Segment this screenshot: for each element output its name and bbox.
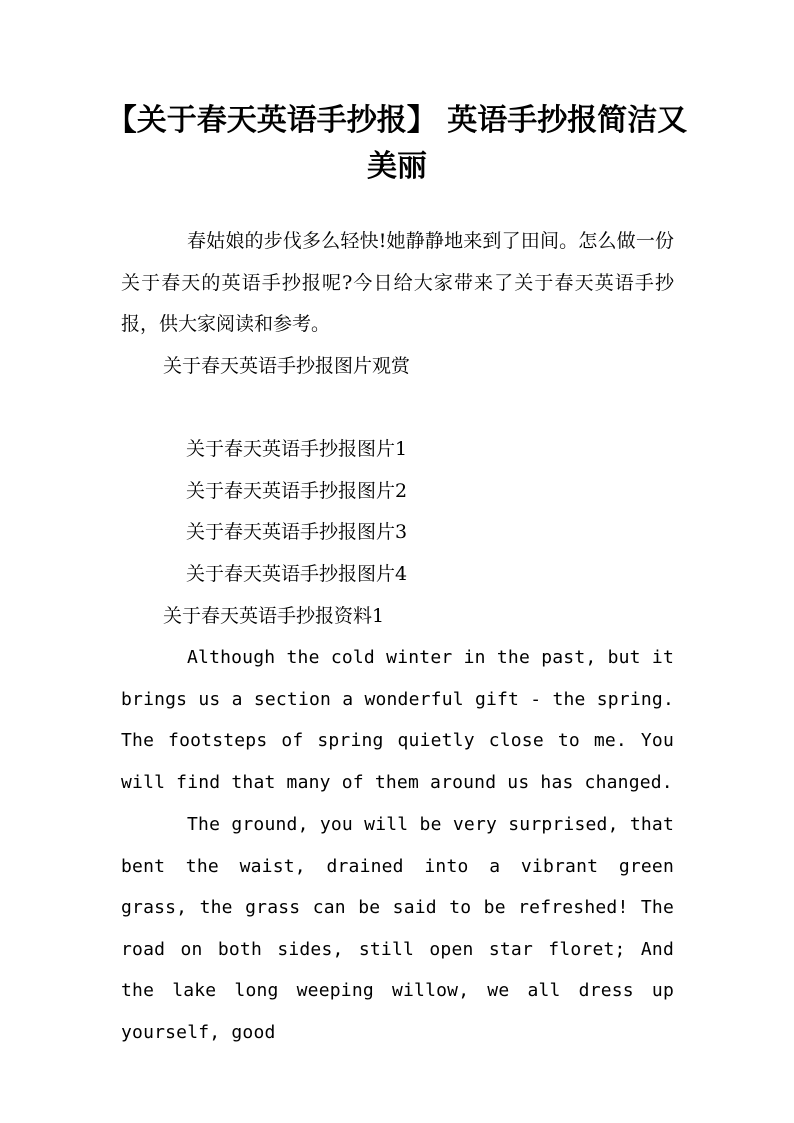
english-paragraph-2: The ground, you will be very surprised, that bent the waist, drained into a vibrant green grass, the grass can be said to be refreshed! The road on both sides, still open star floret; And the lake long weeping willow, we all dress up yourself, good [121, 814, 674, 1043]
gallery-heading: 关于春天英语手抄报图片观赏 [163, 355, 411, 377]
english-paragraph-1: Although the cold winter in the past, but it brings us a section a wonderful gift - the spring. The footsteps of spring quietly close to me. You will find that many of them around us has changed. [121, 647, 674, 793]
image-caption-1: 关于春天英语手抄报图片1 [186, 438, 408, 460]
material-heading: 关于春天英语手抄报资料1 [163, 605, 385, 627]
image-caption-4: 关于春天英语手抄报图片4 [186, 563, 408, 585]
page-title: 【关于春天英语手抄报】 英语手抄报简洁又美丽 [106, 103, 688, 184]
intro-paragraph: 春姑娘的步伐多么轻快!她静静地来到了田间。怎么做一份关于春天的英语手抄报呢?今日给大家带来了关于春天英语手抄报，供大家阅读和参考。 [121, 230, 674, 336]
image-caption-3: 关于春天英语手抄报图片3 [186, 521, 408, 543]
image-caption-2: 关于春天英语手抄报图片2 [186, 480, 408, 502]
